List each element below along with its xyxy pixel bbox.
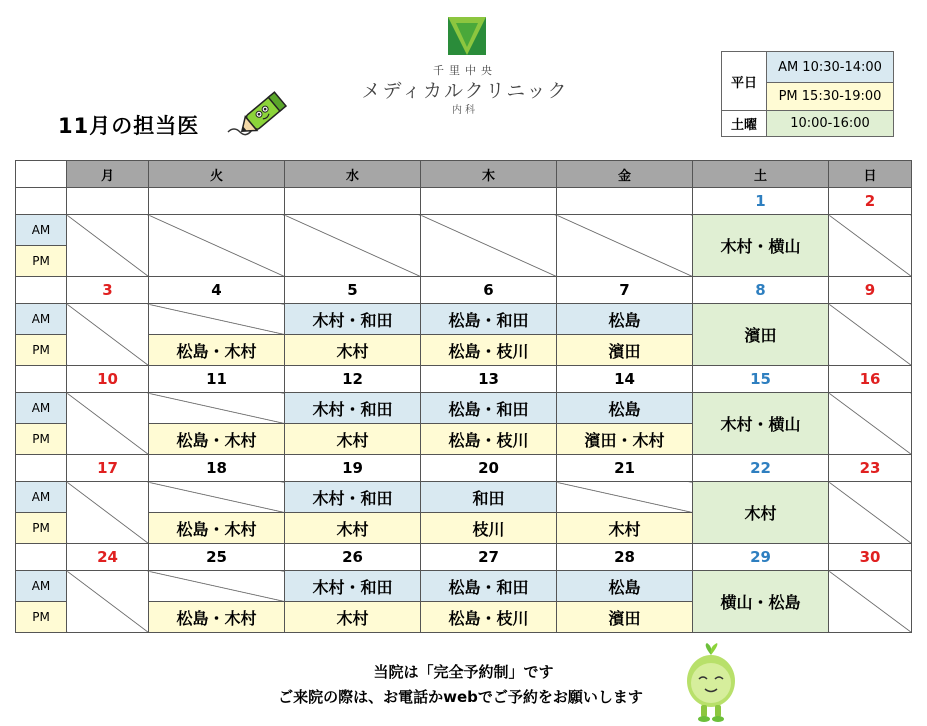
am-doctor-fri: 松島	[557, 393, 693, 424]
saturday-doctor: 横山・松島	[693, 571, 829, 633]
date-cell-wed: 19	[285, 455, 421, 482]
header-corner	[16, 161, 67, 188]
am-doctor-tue	[149, 393, 285, 424]
date-cell-sun: 30	[829, 544, 912, 571]
clinic-area-name: 千里中央	[433, 64, 497, 77]
date-cell-thu: 27	[421, 544, 557, 571]
date-cell-thu: 13	[421, 366, 557, 393]
date-cell-sat: 22	[693, 455, 829, 482]
saturday-hours-label: 土曜	[722, 111, 767, 137]
am-row	[16, 215, 912, 246]
am-doctor-fri: 松島	[557, 571, 693, 602]
am-label: AM	[16, 571, 67, 602]
pm-doctor-wed: 木村	[285, 513, 421, 544]
date-cell-sun: 9	[829, 277, 912, 304]
reservation-instructions: ご来院の際は、お電話かwebでご予約をお願いします	[278, 688, 643, 706]
closed-cell-mon	[67, 482, 149, 544]
pm-doctor-thu: 松島・枝川	[421, 424, 557, 455]
am-row	[16, 393, 912, 424]
closed-cell-sun	[829, 215, 912, 277]
weekday-header-row	[16, 161, 912, 188]
date-row	[16, 366, 912, 393]
date-cell-thu	[421, 188, 557, 215]
date-cell-thu: 6	[421, 277, 557, 304]
pm-doctor-tue: 松島・木村	[149, 335, 285, 366]
date-row-label-cell	[16, 277, 67, 304]
closed-cell-sun	[829, 304, 912, 366]
pm-doctor-wed: 木村	[285, 602, 421, 633]
date-cell-mon	[67, 188, 149, 215]
date-cell-fri: 7	[557, 277, 693, 304]
date-row	[16, 188, 912, 215]
am-doctor-wed: 木村・和田	[285, 393, 421, 424]
am-label: AM	[16, 482, 67, 513]
date-cell-wed	[285, 188, 421, 215]
am-doctor-thu: 松島・和田	[421, 393, 557, 424]
weekday-sun: 日	[829, 161, 912, 188]
closed-cell-mon	[67, 304, 149, 366]
date-cell-fri: 14	[557, 366, 693, 393]
closed-cell-fri	[557, 215, 693, 277]
date-cell-tue: 18	[149, 455, 285, 482]
closed-cell-sun	[829, 393, 912, 455]
date-cell-fri: 28	[557, 544, 693, 571]
reservation-notice: 当院は「完全予約制」です	[373, 663, 554, 681]
date-cell-mon: 24	[67, 544, 149, 571]
date-cell-fri: 21	[557, 455, 693, 482]
date-cell-thu: 20	[421, 455, 557, 482]
am-label: AM	[16, 215, 67, 246]
pm-label: PM	[16, 424, 67, 455]
pencil-icon	[226, 80, 294, 142]
am-doctor-tue	[149, 482, 285, 513]
date-cell-sat: 15	[693, 366, 829, 393]
pm-label: PM	[16, 246, 67, 277]
closed-cell-mon	[67, 215, 149, 277]
closed-cell-sun	[829, 482, 912, 544]
weekday-am-hours: AM 10:30-14:00	[767, 52, 894, 83]
date-row-label-cell	[16, 455, 67, 482]
weekday-sat: 土	[693, 161, 829, 188]
am-doctor-tue	[149, 304, 285, 335]
pm-doctor-thu: 松島・枝川	[421, 335, 557, 366]
date-cell-tue: 4	[149, 277, 285, 304]
pm-doctor-fri: 濱田	[557, 602, 693, 633]
date-row	[16, 277, 912, 304]
am-doctor-tue	[149, 571, 285, 602]
am-doctor-wed: 木村・和田	[285, 304, 421, 335]
date-cell-mon: 17	[67, 455, 149, 482]
pm-label: PM	[16, 513, 67, 544]
pm-doctor-tue: 松島・木村	[149, 424, 285, 455]
date-row-label-cell	[16, 188, 67, 215]
pm-doctor-wed: 木村	[285, 335, 421, 366]
pm-doctor-tue: 松島・木村	[149, 513, 285, 544]
closed-cell-thu	[421, 215, 557, 277]
am-row	[16, 304, 912, 335]
weekday-pm-hours: PM 15:30-19:00	[767, 83, 894, 111]
hours-table	[721, 51, 894, 137]
am-row	[16, 482, 912, 513]
closed-cell-tue	[149, 215, 285, 277]
saturday-doctor: 濱田	[693, 304, 829, 366]
am-doctor-wed: 木村・和田	[285, 482, 421, 513]
pm-doctor-fri: 濱田	[557, 335, 693, 366]
am-label: AM	[16, 304, 67, 335]
clinic-logo	[340, 12, 590, 122]
saturday-doctor: 木村・横山	[693, 215, 829, 277]
pm-label: PM	[16, 335, 67, 366]
pm-doctor-fri: 濱田・木村	[557, 424, 693, 455]
weekday-wed: 水	[285, 161, 421, 188]
month-title: 11月の担当医	[58, 114, 200, 138]
clinic-name: メディカルクリニック	[361, 80, 569, 102]
pm-doctor-fri: 木村	[557, 513, 693, 544]
closed-cell-sun	[829, 571, 912, 633]
date-cell-wed: 5	[285, 277, 421, 304]
date-cell-sun: 16	[829, 366, 912, 393]
date-cell-wed: 12	[285, 366, 421, 393]
date-cell-sun: 2	[829, 188, 912, 215]
closed-cell-mon	[67, 393, 149, 455]
closed-cell-mon	[67, 571, 149, 633]
pm-doctor-thu: 枝川	[421, 513, 557, 544]
date-cell-tue	[149, 188, 285, 215]
date-cell-fri	[557, 188, 693, 215]
weekday-tue: 火	[149, 161, 285, 188]
weekday-hours-label: 平日	[722, 52, 767, 111]
am-row	[16, 571, 912, 602]
date-cell-sat: 8	[693, 277, 829, 304]
am-doctor-fri: 松島	[557, 304, 693, 335]
clinic-department: 内科	[452, 105, 478, 116]
date-cell-tue: 11	[149, 366, 285, 393]
date-row	[16, 544, 912, 571]
date-cell-sat: 29	[693, 544, 829, 571]
saturday-doctor: 木村	[693, 482, 829, 544]
am-label: AM	[16, 393, 67, 424]
weekday-thu: 木	[421, 161, 557, 188]
date-cell-sun: 23	[829, 455, 912, 482]
mascot-icon	[683, 643, 739, 723]
pm-doctor-thu: 松島・枝川	[421, 602, 557, 633]
pm-doctor-wed: 木村	[285, 424, 421, 455]
am-doctor-wed: 木村・和田	[285, 571, 421, 602]
saturday-doctor: 木村・横山	[693, 393, 829, 455]
weekday-mon: 月	[67, 161, 149, 188]
schedule-calendar	[15, 160, 912, 633]
date-row-label-cell	[16, 544, 67, 571]
pm-label: PM	[16, 602, 67, 633]
am-doctor-thu: 松島・和田	[421, 304, 557, 335]
closed-cell-wed	[285, 215, 421, 277]
am-doctor-thu: 和田	[421, 482, 557, 513]
date-row-label-cell	[16, 366, 67, 393]
date-cell-mon: 10	[67, 366, 149, 393]
date-cell-wed: 26	[285, 544, 421, 571]
am-doctor-fri	[557, 482, 693, 513]
date-cell-sat: 1	[693, 188, 829, 215]
weekday-fri: 金	[557, 161, 693, 188]
pm-doctor-tue: 松島・木村	[149, 602, 285, 633]
date-cell-mon: 3	[67, 277, 149, 304]
am-doctor-thu: 松島・和田	[421, 571, 557, 602]
clinic-logo-mark-icon	[448, 17, 486, 55]
date-row	[16, 455, 912, 482]
saturday-hours: 10:00-16:00	[767, 111, 894, 137]
date-cell-tue: 25	[149, 544, 285, 571]
